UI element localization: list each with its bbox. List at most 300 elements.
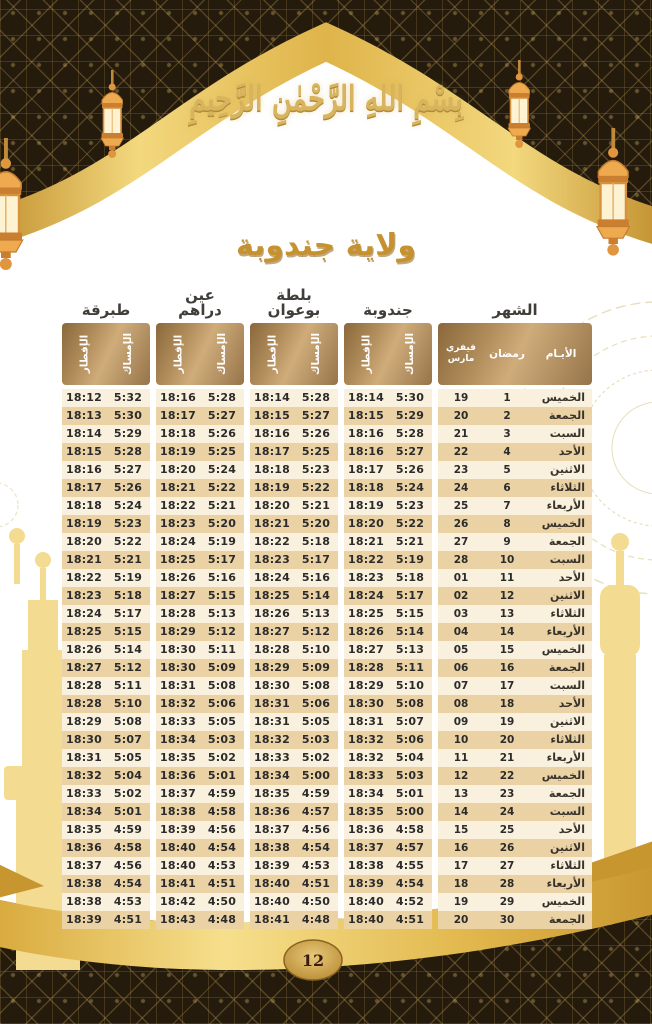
iftar-time-cell: 18:20 xyxy=(253,499,290,512)
imsak-time-cell: 5:24 xyxy=(113,499,143,512)
ramadan-column-header: رمضان xyxy=(489,348,525,360)
iftar-time-cell: 18:17 xyxy=(253,445,290,458)
imsak-time-cell: 5:01 xyxy=(207,769,237,782)
iftar-time-cell: 18:41 xyxy=(253,913,290,926)
imsak-time-cell: 5:28 xyxy=(207,391,237,404)
ramadan-day-cell: 12 xyxy=(499,590,515,602)
iftar-time-cell: 18:17 xyxy=(159,409,196,422)
iftar-time-cell: 18:40 xyxy=(253,877,290,890)
iftar-time-cell: 18:27 xyxy=(347,643,384,656)
iftar-time-cell: 18:39 xyxy=(347,877,384,890)
table-row xyxy=(438,407,592,425)
imsak-time-cell: 5:16 xyxy=(207,571,237,584)
table-row xyxy=(62,389,150,407)
imsak-time-cell: 4:53 xyxy=(207,859,237,872)
month-column-header: فيفري مارس xyxy=(446,343,476,364)
imsak-time-cell: 5:15 xyxy=(113,625,143,638)
imsak-time-cell: 5:22 xyxy=(301,481,331,494)
table-row xyxy=(62,461,150,479)
table-row xyxy=(156,911,244,929)
iftar-time-cell: 18:33 xyxy=(159,715,196,728)
iftar-time-cell: 18:27 xyxy=(253,625,290,638)
imsak-time-cell: 5:05 xyxy=(113,751,143,764)
imsak-time-cell: 5:12 xyxy=(207,625,237,638)
table-row xyxy=(250,407,338,425)
date-cell: 20 xyxy=(453,914,469,926)
iftar-time-cell: 18:22 xyxy=(253,535,290,548)
table-row xyxy=(344,389,432,407)
ramadan-day-cell: 22 xyxy=(499,770,515,782)
table-row xyxy=(156,605,244,623)
day-name-cell: الأحد xyxy=(558,697,585,710)
table-row xyxy=(250,425,338,443)
table-row xyxy=(62,443,150,461)
table-row xyxy=(250,389,338,407)
day-name-cell: الأحد xyxy=(558,823,585,836)
table-row xyxy=(344,533,432,551)
date-cell: 16 xyxy=(453,842,469,854)
iftar-time-cell: 18:21 xyxy=(253,517,290,530)
iftar-column-header: الإفطار xyxy=(266,334,279,374)
day-name-cell: الخميس xyxy=(541,517,585,530)
imsak-time-cell: 5:28 xyxy=(113,445,143,458)
imsak-time-cell: 5:05 xyxy=(301,715,331,728)
imsak-time-cell: 5:20 xyxy=(301,517,331,530)
iftar-time-cell: 18:39 xyxy=(159,823,196,836)
table-row xyxy=(438,767,592,785)
day-name-cell: الخميس xyxy=(541,643,585,656)
city-column-ain-draham xyxy=(156,281,244,929)
date-cell: 01 xyxy=(453,572,469,584)
imsak-time-cell: 5:01 xyxy=(395,787,425,800)
imsak-time-cell: 5:10 xyxy=(301,643,331,656)
table-row xyxy=(62,713,150,731)
days-column-header: الأيـام xyxy=(545,348,577,360)
city-name: طبرقة xyxy=(81,301,131,320)
table-row xyxy=(344,641,432,659)
imsak-time-cell: 4:56 xyxy=(301,823,331,836)
table-row xyxy=(62,659,150,677)
table-row xyxy=(250,443,338,461)
date-cell: 27 xyxy=(453,536,469,548)
iftar-time-cell: 18:20 xyxy=(159,463,196,476)
day-name-cell: الثلاثاء xyxy=(550,733,585,746)
imsak-time-cell: 5:16 xyxy=(301,571,331,584)
table-row xyxy=(156,497,244,515)
table-row xyxy=(438,875,592,893)
imsak-time-cell: 5:21 xyxy=(395,535,425,548)
imsak-time-cell: 5:14 xyxy=(301,589,331,602)
iftar-time-cell: 18:38 xyxy=(65,895,102,908)
ramadan-day-cell: 19 xyxy=(499,716,515,728)
table-row xyxy=(62,533,150,551)
iftar-time-cell: 18:15 xyxy=(347,409,384,422)
table-row xyxy=(156,623,244,641)
imsak-time-cell: 4:54 xyxy=(113,877,143,890)
city-name: عين دراهم xyxy=(178,285,222,320)
ramadan-day-cell: 23 xyxy=(499,788,515,800)
iftar-time-cell: 18:16 xyxy=(347,427,384,440)
imsak-time-cell: 5:06 xyxy=(301,697,331,710)
imsak-time-cell: 5:23 xyxy=(301,463,331,476)
day-name-cell: السبت xyxy=(549,679,585,692)
day-name-cell: الأربعاء xyxy=(546,625,585,638)
imsak-time-cell: 4:58 xyxy=(395,823,425,836)
iftar-time-cell: 18:26 xyxy=(65,643,102,656)
imsak-column-header: الإمساك xyxy=(216,332,228,376)
table-row xyxy=(250,659,338,677)
iftar-time-cell: 18:25 xyxy=(65,625,102,638)
imsak-time-cell: 5:09 xyxy=(207,661,237,674)
city-header-bar xyxy=(156,323,244,385)
city-header-bar xyxy=(62,323,150,385)
table-row xyxy=(62,875,150,893)
table-row xyxy=(250,587,338,605)
imsak-time-cell: 5:02 xyxy=(301,751,331,764)
imsak-time-cell: 5:24 xyxy=(207,463,237,476)
iftar-time-cell: 18:20 xyxy=(65,535,102,548)
table-row xyxy=(156,767,244,785)
city-rows xyxy=(344,389,432,929)
table-row xyxy=(250,821,338,839)
table-row xyxy=(438,731,592,749)
imsak-time-cell: 4:48 xyxy=(207,913,237,926)
iftar-time-cell: 18:26 xyxy=(347,625,384,638)
day-name-cell: الأحد xyxy=(558,571,585,584)
imsak-time-cell: 5:09 xyxy=(301,661,331,674)
table-row xyxy=(62,425,150,443)
table-row xyxy=(438,515,592,533)
imsak-time-cell: 5:08 xyxy=(113,715,143,728)
date-cell: 15 xyxy=(453,824,469,836)
iftar-time-cell: 18:13 xyxy=(65,409,102,422)
imsak-time-cell: 5:17 xyxy=(301,553,331,566)
iftar-time-cell: 18:25 xyxy=(253,589,290,602)
day-name-cell: الأربعاء xyxy=(546,751,585,764)
iftar-time-cell: 18:14 xyxy=(347,391,384,404)
table-row xyxy=(62,497,150,515)
table-row xyxy=(438,461,592,479)
iftar-time-cell: 18:38 xyxy=(253,841,290,854)
imsak-time-cell: 5:08 xyxy=(207,679,237,692)
imsak-time-cell: 5:12 xyxy=(301,625,331,638)
table-row xyxy=(62,695,150,713)
iftar-time-cell: 18:15 xyxy=(253,409,290,422)
imsak-time-cell: 4:50 xyxy=(301,895,331,908)
iftar-time-cell: 18:28 xyxy=(253,643,290,656)
iftar-time-cell: 18:19 xyxy=(159,445,196,458)
table-row xyxy=(156,821,244,839)
imsak-time-cell: 5:03 xyxy=(395,769,425,782)
table-row xyxy=(62,893,150,911)
iftar-time-cell: 18:38 xyxy=(347,859,384,872)
imsak-time-cell: 4:51 xyxy=(301,877,331,890)
table-row xyxy=(438,425,592,443)
table-row xyxy=(250,695,338,713)
table-row xyxy=(344,695,432,713)
table-row xyxy=(250,803,338,821)
imsak-time-cell: 5:06 xyxy=(207,697,237,710)
table-row xyxy=(344,893,432,911)
imsak-time-cell: 4:51 xyxy=(395,913,425,926)
iftar-time-cell: 18:24 xyxy=(159,535,196,548)
table-row xyxy=(156,587,244,605)
ramadan-day-cell: 27 xyxy=(499,860,515,872)
iftar-time-cell: 18:38 xyxy=(65,877,102,890)
imsak-time-cell: 5:07 xyxy=(395,715,425,728)
imsak-time-cell: 5:28 xyxy=(395,427,425,440)
table-row xyxy=(156,677,244,695)
table-row xyxy=(250,713,338,731)
table-row xyxy=(438,857,592,875)
table-row xyxy=(438,911,592,929)
date-cell: 22 xyxy=(453,446,469,458)
imsak-time-cell: 5:25 xyxy=(207,445,237,458)
prayer-times-table xyxy=(62,281,592,929)
table-row xyxy=(438,821,592,839)
iftar-time-cell: 18:40 xyxy=(253,895,290,908)
imsak-time-cell: 5:19 xyxy=(395,553,425,566)
table-row xyxy=(250,731,338,749)
table-row xyxy=(62,785,150,803)
iftar-time-cell: 18:15 xyxy=(65,445,102,458)
table-row xyxy=(438,533,592,551)
table-row xyxy=(438,695,592,713)
table-row xyxy=(156,425,244,443)
date-cell: 09 xyxy=(453,716,469,728)
imsak-time-cell: 5:27 xyxy=(113,463,143,476)
imsak-time-cell: 5:23 xyxy=(113,517,143,530)
iftar-time-cell: 18:16 xyxy=(347,445,384,458)
table-row xyxy=(62,857,150,875)
ramadan-day-cell: 21 xyxy=(499,752,515,764)
iftar-time-cell: 18:33 xyxy=(253,751,290,764)
day-name-cell: الاثنين xyxy=(550,841,585,854)
iftar-time-cell: 18:18 xyxy=(253,463,290,476)
imsak-time-cell: 5:13 xyxy=(395,643,425,656)
iftar-time-cell: 18:23 xyxy=(159,517,196,530)
imsak-time-cell: 4:54 xyxy=(395,877,425,890)
table-row xyxy=(156,443,244,461)
table-row xyxy=(156,389,244,407)
iftar-time-cell: 18:38 xyxy=(159,805,196,818)
table-row xyxy=(156,749,244,767)
imsak-time-cell: 5:30 xyxy=(395,391,425,404)
table-row xyxy=(250,749,338,767)
imsak-time-cell: 5:12 xyxy=(113,661,143,674)
iftar-time-cell: 18:34 xyxy=(65,805,102,818)
table-row xyxy=(250,677,338,695)
date-cell: 23 xyxy=(453,464,469,476)
imsak-time-cell: 5:18 xyxy=(395,571,425,584)
table-row xyxy=(344,569,432,587)
table-row xyxy=(438,641,592,659)
table-row xyxy=(344,407,432,425)
imsak-time-cell: 5:10 xyxy=(395,679,425,692)
ramadan-day-cell: 15 xyxy=(499,644,515,656)
iftar-time-cell: 18:35 xyxy=(65,823,102,836)
date-cell: 25 xyxy=(453,500,469,512)
imsak-time-cell: 5:05 xyxy=(207,715,237,728)
table-row xyxy=(62,911,150,929)
table-row xyxy=(156,713,244,731)
table-row xyxy=(438,443,592,461)
date-cell: 24 xyxy=(453,482,469,494)
date-cell: 28 xyxy=(453,554,469,566)
imsak-time-cell: 4:59 xyxy=(207,787,237,800)
ramadan-day-cell: 30 xyxy=(499,914,515,926)
table-row xyxy=(156,569,244,587)
iftar-time-cell: 18:14 xyxy=(253,391,290,404)
iftar-time-cell: 18:39 xyxy=(253,859,290,872)
city-rows xyxy=(156,389,244,929)
table-row xyxy=(156,515,244,533)
table-row xyxy=(156,875,244,893)
iftar-time-cell: 18:30 xyxy=(253,679,290,692)
iftar-time-cell: 18:17 xyxy=(65,481,102,494)
table-row xyxy=(250,911,338,929)
table-row xyxy=(250,605,338,623)
table-row xyxy=(438,605,592,623)
table-row xyxy=(250,623,338,641)
ramadan-day-cell: 24 xyxy=(499,806,515,818)
iftar-time-cell: 18:29 xyxy=(159,625,196,638)
iftar-time-cell: 18:28 xyxy=(159,607,196,620)
iftar-time-cell: 18:12 xyxy=(65,391,102,404)
iftar-time-cell: 18:16 xyxy=(65,463,102,476)
iftar-time-cell: 18:37 xyxy=(347,841,384,854)
imsak-time-cell: 5:21 xyxy=(301,499,331,512)
imsak-time-cell: 5:18 xyxy=(301,535,331,548)
imsak-time-cell: 5:32 xyxy=(113,391,143,404)
ramadan-day-cell: 14 xyxy=(499,626,515,638)
date-cell: 26 xyxy=(453,518,469,530)
month-group-header-bar xyxy=(438,323,592,385)
iftar-time-cell: 18:40 xyxy=(159,841,196,854)
date-cell: 18 xyxy=(453,878,469,890)
imsak-time-cell: 4:51 xyxy=(113,913,143,926)
iftar-time-cell: 18:33 xyxy=(65,787,102,800)
table-row xyxy=(344,677,432,695)
iftar-time-cell: 18:36 xyxy=(159,769,196,782)
table-row xyxy=(344,731,432,749)
date-cell: 04 xyxy=(453,626,469,638)
city-rows xyxy=(250,389,338,929)
imsak-time-cell: 5:22 xyxy=(395,517,425,530)
iftar-time-cell: 18:21 xyxy=(347,535,384,548)
ramadan-day-cell: 5 xyxy=(503,464,511,476)
imsak-time-cell: 4:57 xyxy=(395,841,425,854)
imsak-time-cell: 5:26 xyxy=(395,463,425,476)
imsak-column-header: الإمساك xyxy=(404,332,416,376)
imsak-time-cell: 5:22 xyxy=(113,535,143,548)
date-cell: 06 xyxy=(453,662,469,674)
table-row xyxy=(62,767,150,785)
city-rows xyxy=(62,389,150,929)
imsak-time-cell: 5:22 xyxy=(207,481,237,494)
iftar-time-cell: 18:20 xyxy=(347,517,384,530)
iftar-column-header: الإفطار xyxy=(78,334,91,374)
table-row xyxy=(344,515,432,533)
page-title: ولاية جندوبة xyxy=(235,228,417,263)
iftar-time-cell: 18:29 xyxy=(347,679,384,692)
table-row xyxy=(438,623,592,641)
table-row xyxy=(344,911,432,929)
ramadan-day-cell: 25 xyxy=(499,824,515,836)
table-row xyxy=(438,659,592,677)
iftar-time-cell: 18:30 xyxy=(65,733,102,746)
iftar-time-cell: 18:32 xyxy=(159,697,196,710)
iftar-time-cell: 18:14 xyxy=(65,427,102,440)
ramadan-day-cell: 2 xyxy=(503,410,511,422)
iftar-time-cell: 18:35 xyxy=(347,805,384,818)
table-row xyxy=(250,533,338,551)
city-column-tabarka xyxy=(62,281,150,929)
iftar-time-cell: 18:22 xyxy=(159,499,196,512)
table-row xyxy=(250,479,338,497)
table-row xyxy=(62,641,150,659)
iftar-time-cell: 18:29 xyxy=(253,661,290,674)
table-row xyxy=(344,785,432,803)
date-cell: 12 xyxy=(453,770,469,782)
table-row xyxy=(156,893,244,911)
date-cell: 20 xyxy=(453,410,469,422)
table-row xyxy=(438,587,592,605)
iftar-time-cell: 18:17 xyxy=(347,463,384,476)
table-row xyxy=(344,659,432,677)
date-cell: 10 xyxy=(453,734,469,746)
imsak-time-cell: 4:56 xyxy=(113,859,143,872)
table-row xyxy=(250,461,338,479)
imsak-time-cell: 5:21 xyxy=(113,553,143,566)
imsak-time-cell: 4:52 xyxy=(395,895,425,908)
imsak-time-cell: 4:54 xyxy=(207,841,237,854)
imsak-time-cell: 5:07 xyxy=(113,733,143,746)
table-row xyxy=(344,443,432,461)
table-row xyxy=(438,749,592,767)
day-name-cell: الأربعاء xyxy=(546,499,585,512)
iftar-time-cell: 18:24 xyxy=(347,589,384,602)
imsak-time-cell: 5:04 xyxy=(113,769,143,782)
day-name-cell: الثلاثاء xyxy=(550,481,585,494)
month-group-column xyxy=(438,281,592,929)
table-row xyxy=(344,767,432,785)
imsak-time-cell: 5:13 xyxy=(301,607,331,620)
imsak-time-cell: 4:48 xyxy=(301,913,331,926)
imsak-time-cell: 5:03 xyxy=(301,733,331,746)
day-name-cell: الخميس xyxy=(541,895,585,908)
date-cell: 03 xyxy=(453,608,469,620)
iftar-time-cell: 18:26 xyxy=(159,571,196,584)
imsak-time-cell: 5:30 xyxy=(113,409,143,422)
imsak-time-cell: 4:53 xyxy=(113,895,143,908)
day-name-cell: السبت xyxy=(549,553,585,566)
city-name: بلطة بوعوان xyxy=(267,285,321,320)
iftar-time-cell: 18:31 xyxy=(65,751,102,764)
iftar-time-cell: 18:22 xyxy=(65,571,102,584)
table-row xyxy=(156,731,244,749)
day-name-cell: السبت xyxy=(549,427,585,440)
imsak-time-cell: 5:02 xyxy=(207,751,237,764)
table-row xyxy=(62,731,150,749)
imsak-time-cell: 4:57 xyxy=(301,805,331,818)
table-row xyxy=(438,839,592,857)
table-row xyxy=(250,641,338,659)
iftar-time-cell: 18:18 xyxy=(159,427,196,440)
iftar-time-cell: 18:21 xyxy=(159,481,196,494)
imsak-time-cell: 4:59 xyxy=(301,787,331,800)
date-cell: 13 xyxy=(453,788,469,800)
